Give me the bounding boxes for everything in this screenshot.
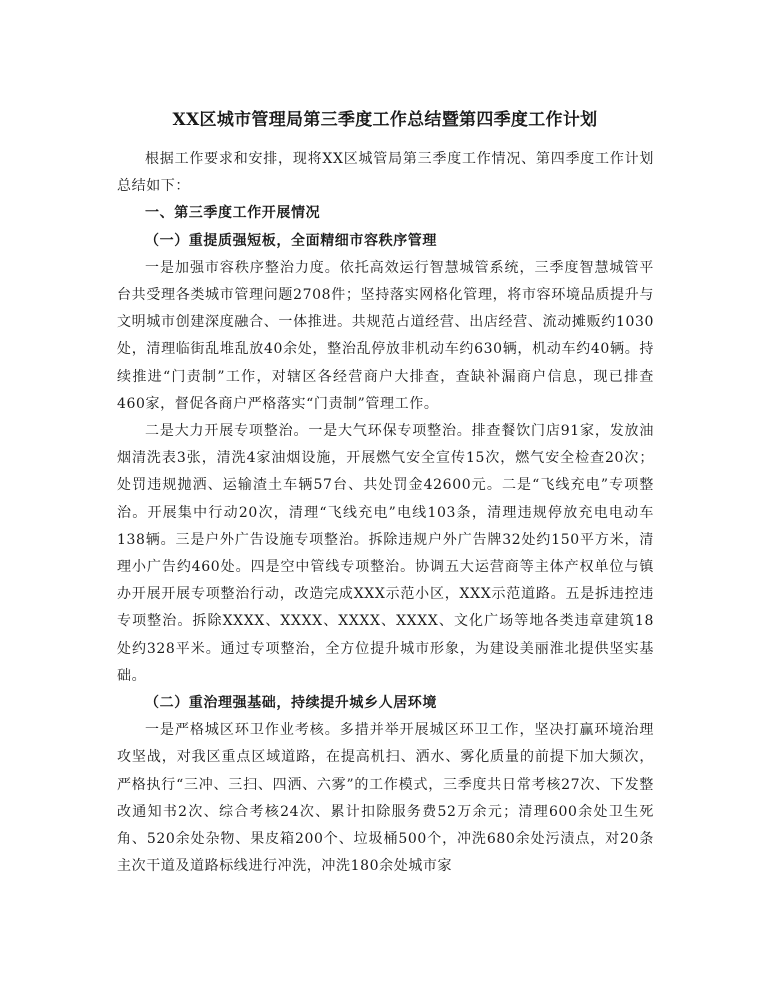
document-body [117,146,654,880]
subsection-heading-1: （一）重提质强短板，全面精细市容秩序管理 [145,232,437,249]
intro-paragraph: 根据工作要求和安排，现将XX区城管局第三季度工作情况、第四季度工作计划总结如下： [117,151,654,195]
subsection-heading-2: （二）重治理强基础，持续提升城乡人居环境 [145,695,437,712]
paragraph-sanitation: 一是严格城区环卫作业考核。多措并举开展城区环卫工作，坚决打赢环境治理攻坚战，对我区重点区域道路，在提高机扫、洒水、雾化质量的前提下加大频次，严格执行“三冲、三扫、四洒、六雾”的工作模式，三季度共日常考核27次、下发整改通知书2次、综合考核24次、累计扣除服务费52万余元；清理600余处卫生死角、520余处杂物、果皮箱200个、垃圾桶500个，冲洗680余处污渍点，对20条主次干道及道路标线进行冲洗，冲洗180余处城市家 [117,722,654,875]
paragraph-special-rectification: 二是大力开展专项整治。一是大气环保专项整治。排查餐饮门店91家，发放油烟清洗表3张，清洗4家油烟设施，开展燃气安全宣传15次，燃气安全检查20次；处罚违规抛洒、运输渣土车辆57台、共处罚金42600元。二是“飞线充电”专项整治。开展集中行动20次，清理“飞线充电”电线103条，清理违规停放充电电动车138辆。三是户外广告设施专项整治。拆除违规户外广告牌32处约150平方米，清理小广告约460处。四是空中管线专项整治。协调五大运营商等主体产权单位与镇办开展开展专项整治行动，改造完成XXX示范小区，XXX示范道路。五是拆违控违专项整治。拆除XXXX、XXXX、XXXX、XXXX、文化广场等地各类违章建筑18处约328平米。通过专项整治，全方位提升城市形象，为建设美丽淮北提供坚实基础。 [117,423,654,684]
section-heading-1: 一、第三季度工作开展情况 [145,205,321,222]
paragraph-market-order: 一是加强市容秩序整治力度。依托高效运行智慧城管系统，三季度智慧城管平台共受理各类城市管理问题2708件；坚持落实网格化管理，将市容环境品质提升与文明城市创建深度融合、一体推进。共规范占道经营、出店经营、流动摊贩约1030处，清理临街乱堆乱放40余处，整治乱停放非机动车约630辆，机动车约40辆。持续推进“门责制”工作，对辖区各经营商户大排查，查缺补漏商户信息，现已排查460家，督促各商户严格落实“门责制”管理工作。 [117,259,654,412]
document-title: XX区城市管理局第三季度工作总结暨第四季度工作计划 [172,110,598,130]
